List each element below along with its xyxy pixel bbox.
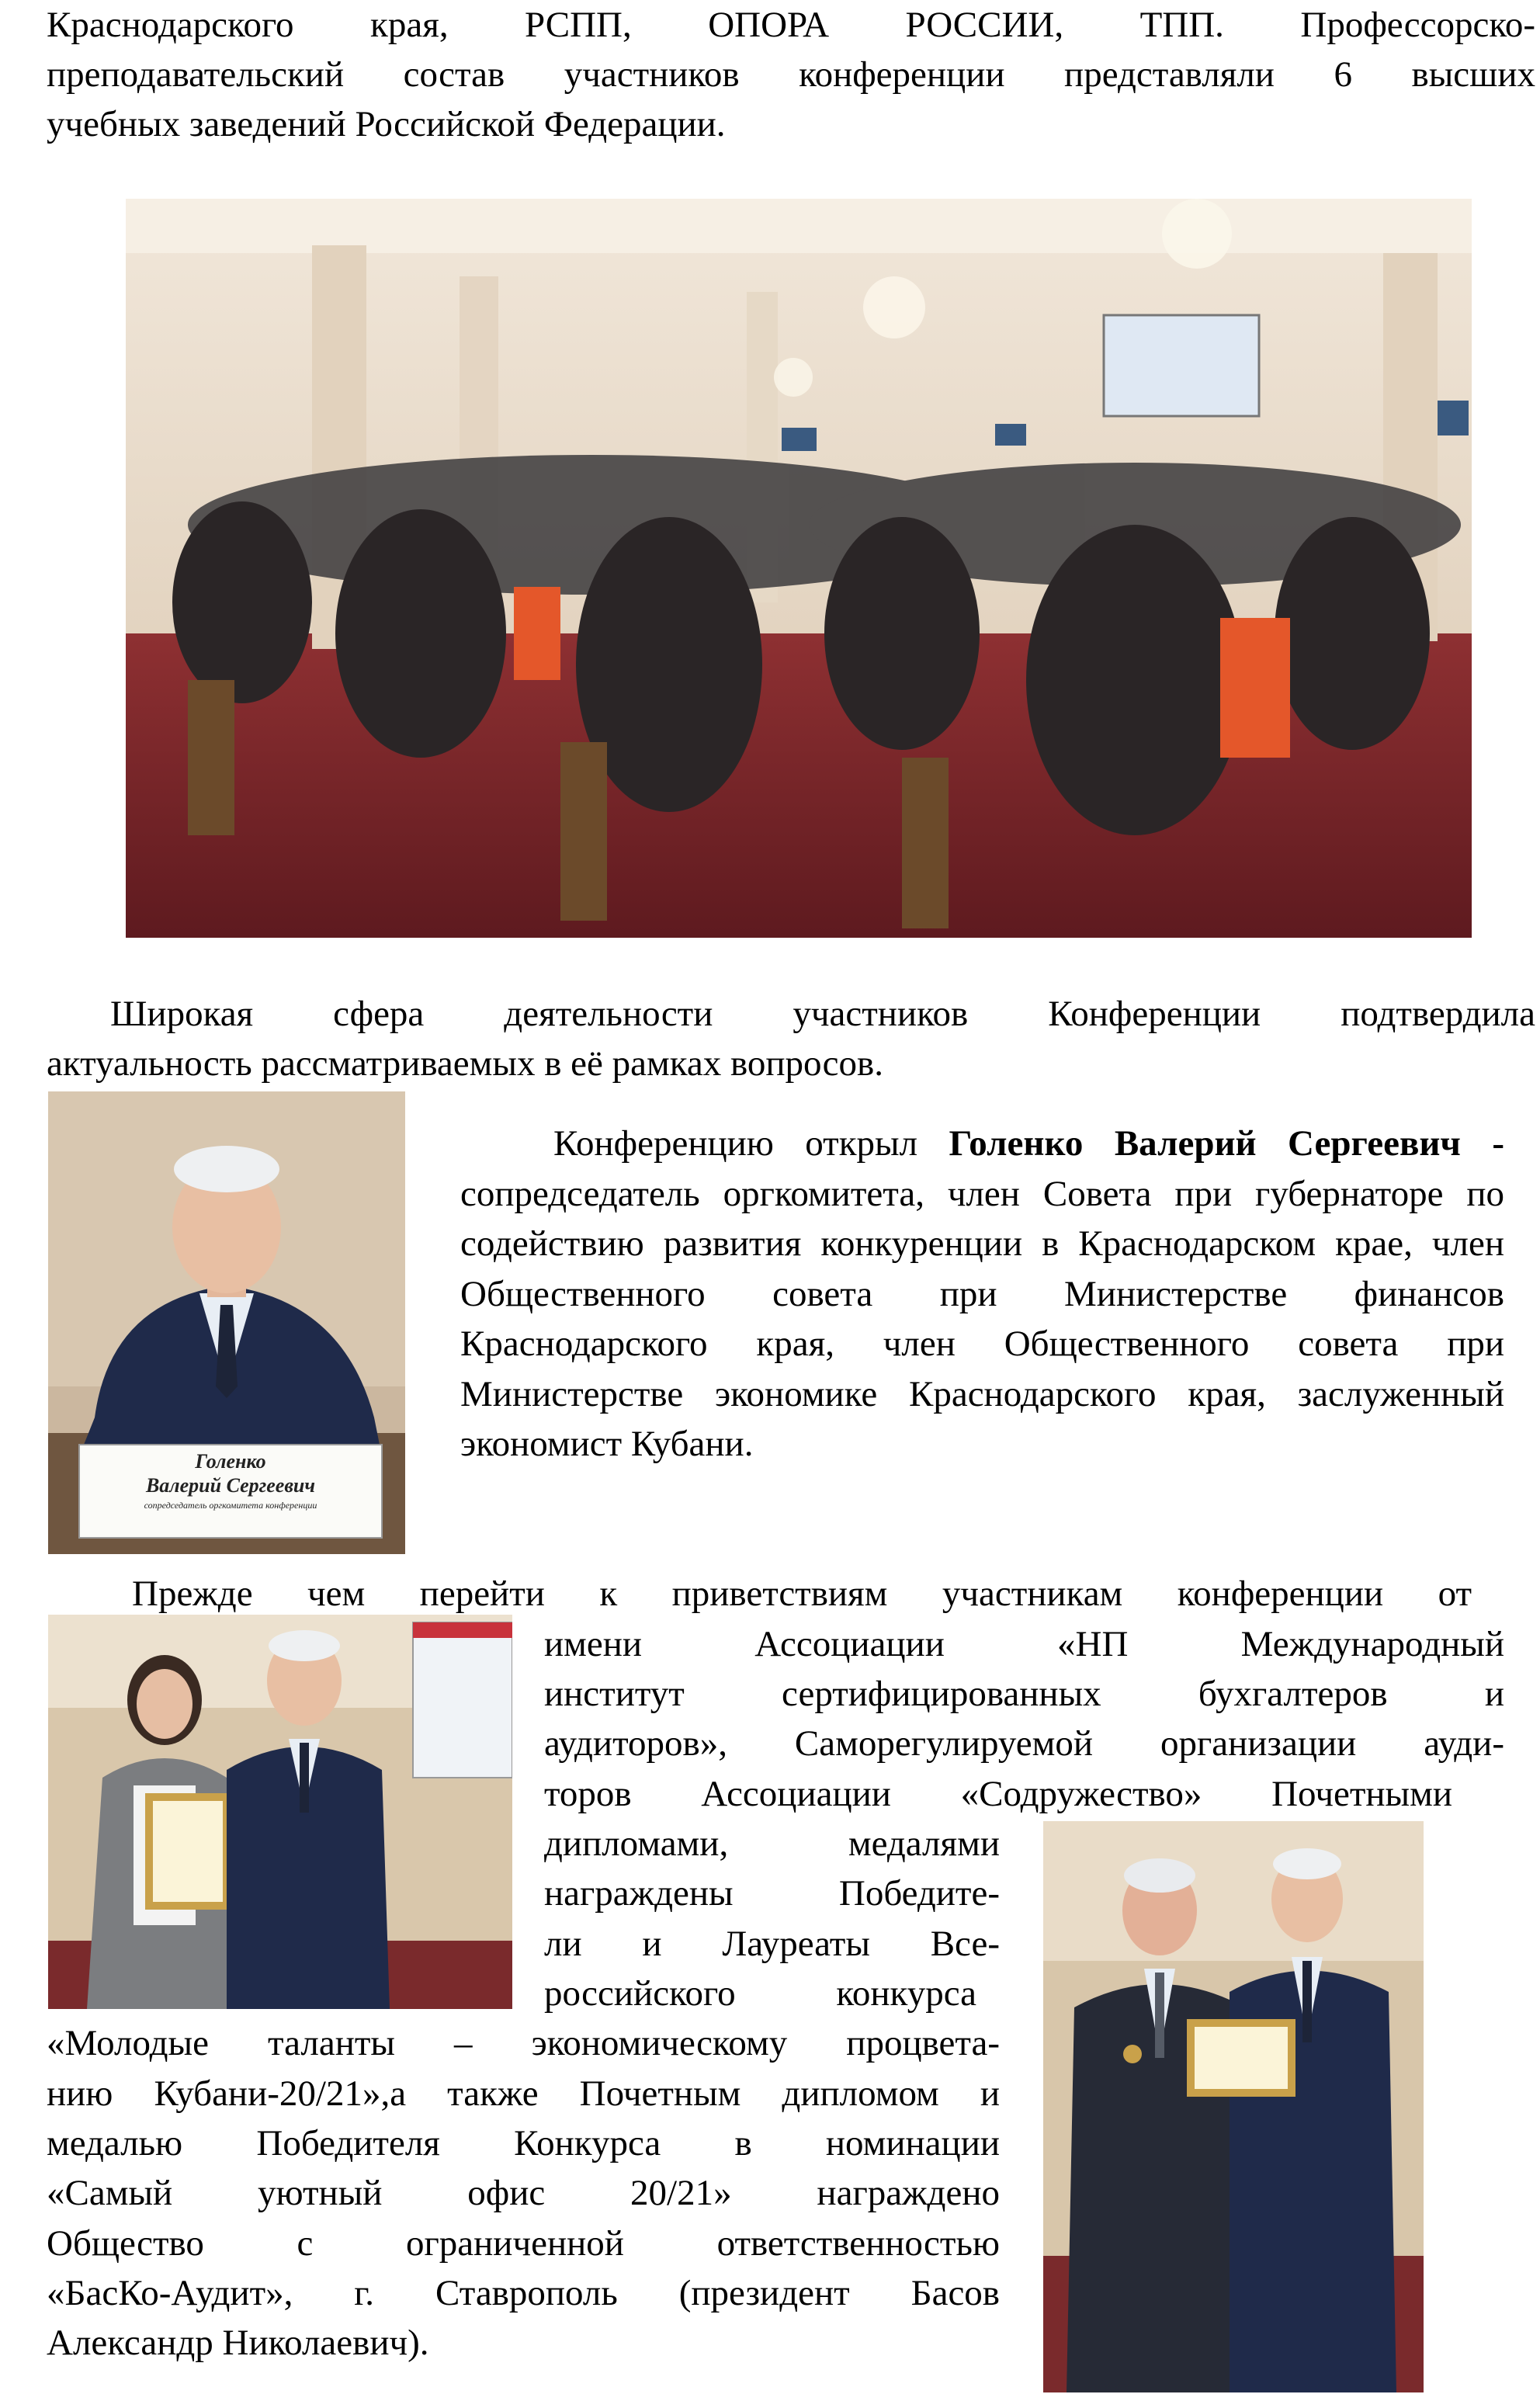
intro-line-2: преподавательский состав участников конференции представляли 6 высших — [47, 54, 1535, 95]
nameplate-surname: Голенко — [195, 1450, 266, 1473]
award-ceremony-photo-2 — [1043, 1821, 1424, 2392]
golenko-nameplate — [79, 1450, 382, 1512]
golenko-paragraph — [460, 1119, 1504, 1469]
nameplate-given-names: Валерий Сергеевич — [145, 1474, 316, 1497]
awards-line-1: Прежде чем перейти к приветствиям участникам конференции от — [132, 1574, 1472, 1614]
nameplate-role: сопредседатель оргкомитета конференции — [144, 1500, 317, 1511]
awards-line-11: нию Кубани-20/21»,а также Почетным дипломом и — [47, 2073, 1000, 2114]
awards-line-5: торов Ассоциации «Содружество» Почетными — [544, 1774, 1452, 1814]
golenko-lead: Конференцию открыл — [553, 1123, 918, 1164]
awards-line-8: ли и Лауреаты Все- — [544, 1924, 1000, 1964]
award-ceremony-photo-1 — [48, 1615, 512, 2009]
conference-hall-photo — [126, 199, 1472, 938]
awards-line-7: награждены Победите- — [544, 1873, 1000, 1914]
golenko-photo — [48, 1091, 405, 1554]
awards-line-15: «БасКо-Аудит», г. Ставрополь (президент Басов — [47, 2273, 1000, 2313]
golenko-name: Голенко Валерий Сергеевич - — [949, 1123, 1504, 1164]
awards-line-9: российского конкурса — [544, 1973, 976, 2014]
awards-line-4: аудиторов», Саморегулируемой организации ауди- — [544, 1723, 1504, 1764]
awards-line-12: медалью Победителя Конкурса в номинации — [47, 2123, 1000, 2163]
awards-line-13: «Самый уютный офис 20/21» награждено — [47, 2173, 1000, 2213]
awards-line-14: Общество с ограниченной ответственностью — [47, 2223, 1000, 2264]
awards-line-2: имени Ассоциации «НП Международный — [544, 1624, 1504, 1664]
scope-line-1: Широкая сфера деятельности участников Конференции подтвердила — [110, 994, 1535, 1034]
intro-line-3: учебных заведений Российской Федерации. — [47, 104, 726, 144]
awards-line-16: Александр Николаевич). — [47, 2323, 429, 2363]
awards-line-10: «Молодые таланты – экономическому процвета- — [47, 2023, 1000, 2063]
awards-line-6: дипломами, медалями — [544, 1823, 1000, 1864]
scope-line-2: актуальность рассматриваемых в её рамках вопросов. — [47, 1043, 883, 1084]
intro-line-1: Краснодарского края, РСПП, ОПОРА РОССИИ, ТПП. Профессорско- — [47, 5, 1535, 45]
golenko-description: сопредседатель оргкомитета, член Совета при губернаторе по содействию развития конкуренции в Краснодарском крае, член Общественного совета при Министерстве финансов Краснодарского края, член Общественного совета при Министерстве экономике Краснодарского края, заслуженный экономист Кубани. — [460, 1173, 1504, 1464]
awards-line-3: институт сертифицированных бухгалтеров и — [544, 1674, 1504, 1714]
